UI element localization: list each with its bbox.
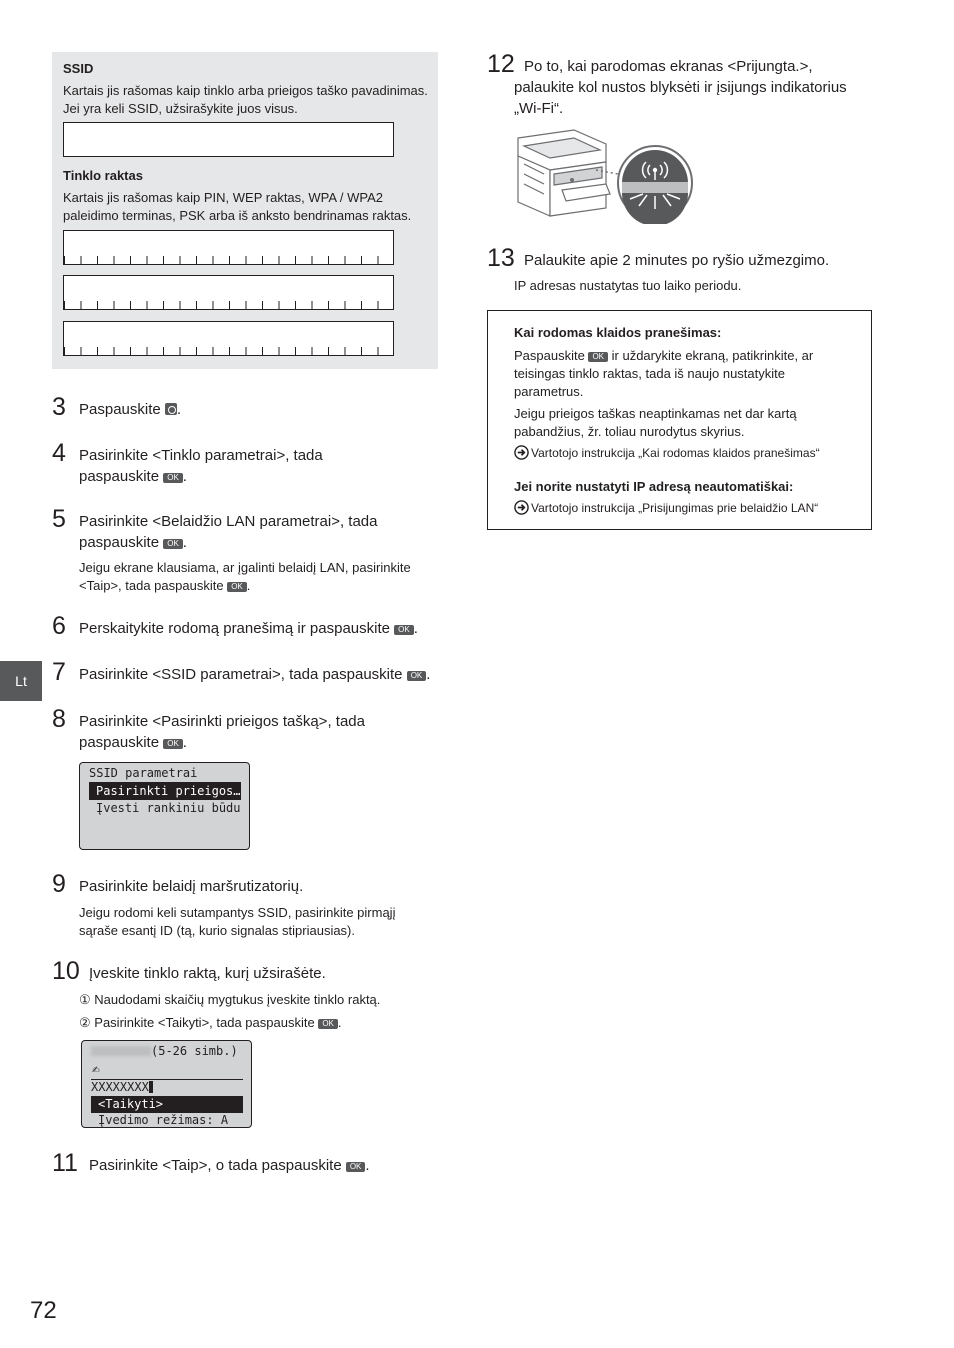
step-number: 3 [52, 393, 66, 421]
step-text: Pasirinkite <Taip>, o tada paspauskite [89, 1157, 342, 1174]
reference-arrow-icon [514, 445, 529, 460]
step-text: Pasirinkite <Pasirinkti prieigos tašką>, tada [79, 713, 365, 730]
language-tab: Lt [0, 661, 42, 701]
reference-arrow-icon [514, 500, 529, 515]
step-number: 6 [52, 612, 66, 640]
ok-button-icon: OK [163, 473, 183, 483]
ssid-description: Kartais jis rašomas kaip tinklo arba prieigos taško pavadinimas. Jei yra keli SSID, užsirašykite juos visus. [63, 83, 428, 116]
printer-wifi-illustration [514, 124, 696, 224]
hand-input-icon: ✍ [92, 1062, 100, 1077]
ok-button-icon: OK [227, 582, 247, 592]
step-number: 13 [487, 244, 515, 272]
manual-reference-link[interactable]: Vartotojo instrukcija „Prisijungimas prie belaidžio LAN“ [514, 499, 854, 517]
step-number: 11 [52, 1149, 78, 1177]
substep-marker: ① [79, 992, 91, 1007]
network-info-notes [52, 52, 438, 369]
step-number: 8 [52, 705, 66, 733]
step-text: Perskaitykite rodomą pranešimą ir paspauskite [79, 620, 390, 637]
step-note: Jeigu ekrane klausiama, ar įgalinti belaidį LAN, pasirinkite [79, 560, 411, 575]
lcd-option-select-access-point: Pasirinkti prieigos… [89, 783, 241, 800]
step-text: Palaukite apie 2 minutes po ryšio užmezgimo. [524, 252, 830, 269]
lcd-ssid-settings-screen [79, 762, 250, 850]
access-point-note: Jeigu prieigos taškas neaptinkamas net dar kartą pabandžius, žr. toliau nurodytus skyrius. [514, 406, 797, 439]
lcd-network-key-screen: (5-26 simb.) ✍ XXXXXXXX <Taikyti> Įvedimo režimas: A [81, 1040, 252, 1128]
step-number: 5 [52, 505, 66, 533]
substep-marker: ② [79, 1015, 91, 1030]
home-button-icon [165, 403, 177, 415]
wifi-indicator-icon [618, 146, 692, 224]
ok-button-icon: OK [588, 352, 608, 362]
blurred-key-label [91, 1046, 151, 1056]
step-text: Paspauskite [79, 401, 161, 418]
step-number: 4 [52, 439, 66, 467]
step-text: Pasirinkite <Tinklo parametrai>, tada [79, 447, 323, 464]
page-number: 72 [30, 1297, 57, 1324]
lcd-apply-option: <Taikyti> [91, 1096, 243, 1113]
manual-reference-link[interactable]: Vartotojo instrukcija „Kai rodomas klaidos pranešimas“ [514, 444, 854, 462]
lcd-title: SSID parametrai [89, 766, 198, 780]
error-instructions: Paspauskite OK ir uždarykite ekraną, patikrinkite, ar teisingas tinklo raktas, tada iš naujo nustatykite parametrus. [514, 348, 814, 399]
step-text: Pasirinkite <Belaidžio LAN parametrai>, tada [79, 513, 378, 530]
ok-button-icon: OK [318, 1019, 338, 1029]
network-key-write-field [63, 230, 394, 265]
printer-icon [518, 130, 610, 216]
ok-button-icon: OK [163, 539, 183, 549]
ok-button-icon: OK [394, 625, 414, 635]
manual-ip-heading: Jei norite nustatyti IP adresą neautomatiškai: [514, 479, 794, 494]
step-text-line: Po to, kai parodomas ekranas <Prijungta.>, [524, 58, 813, 75]
network-key-description: Kartais jis rašomas kaip PIN, WEP raktas, WPA / WPA2 paleidimo terminas, PSK arba iš anksto bendrinamas raktas. [63, 190, 412, 223]
ok-button-icon: OK [163, 739, 183, 749]
step-text: Pasirinkite <SSID parametrai>, tada paspauskite [79, 666, 403, 683]
step-text: Įveskite tinklo raktą, kurį užsirašėte. [89, 965, 326, 982]
step-number: 7 [52, 658, 66, 686]
step-number: 10 [52, 957, 80, 985]
network-key-write-field [63, 275, 394, 310]
ssid-heading: SSID [63, 61, 94, 76]
ssid-write-field [63, 122, 394, 157]
ok-button-icon: OK [346, 1162, 366, 1172]
step-note: Jeigu rodomi keli sutampantys SSID, pasirinkite pirmąjį [79, 905, 396, 920]
step-number: 12 [487, 50, 515, 78]
step-number: 9 [52, 870, 66, 898]
lcd-key-input: XXXXXXXX [91, 1080, 149, 1094]
step-text-line: „Wi-Fi“. [514, 100, 564, 117]
network-key-write-field [63, 321, 394, 356]
cursor-icon [149, 1081, 153, 1093]
step-note: IP adresas nustatytas tuo laiko periodu. [514, 278, 742, 293]
error-info-box [487, 310, 872, 530]
step-text-line: palaukite kol nustos blyksėti ir įsijungs indikatorius [514, 79, 847, 96]
error-heading: Kai rodomas klaidos pranešimas: [514, 325, 722, 340]
ok-button-icon: OK [407, 671, 427, 681]
lcd-input-mode: Įvedimo režimas: A [98, 1113, 229, 1127]
lcd-option-manual-entry: Įvesti rankiniu būdu [96, 801, 241, 815]
network-key-heading: Tinklo raktas [63, 168, 143, 183]
step-text: Pasirinkite belaidį maršrutizatorių. [79, 878, 304, 895]
